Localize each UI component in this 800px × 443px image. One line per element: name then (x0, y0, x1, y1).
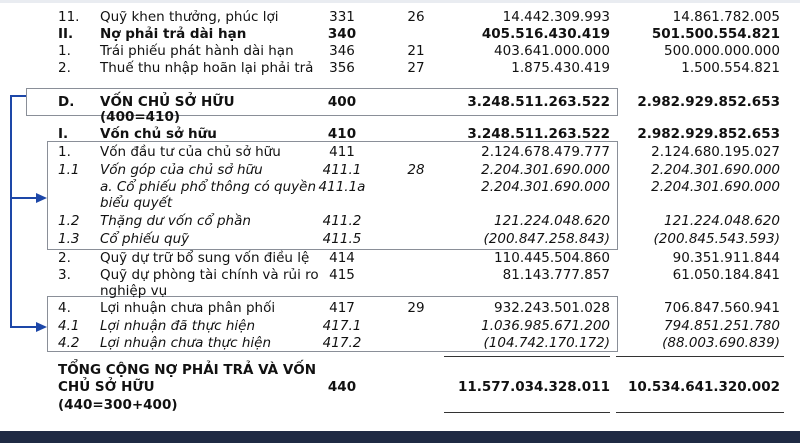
row-beginning-balance: 61.050.184.841 (672, 267, 780, 283)
row-note: 28 (407, 162, 425, 178)
row-description: VỐN CHỦ SỞ HỮU (100, 94, 235, 110)
row-code: 417.1 (322, 318, 362, 334)
row-code: 417 (329, 300, 355, 316)
row-beginning-balance: 14.861.782.005 (672, 9, 780, 25)
total-row (0, 378, 800, 396)
total-rule-top-ending (444, 356, 610, 357)
table-row (0, 161, 800, 179)
total-label-line2: CHỦ SỞ HỮU (58, 379, 155, 395)
total-label-line1: TỔNG CỘNG NỢ PHẢI TRẢ VÀ VỐN (58, 362, 317, 378)
row-beginning-balance: 2.204.301.690.000 (651, 162, 780, 178)
row-description: Cổ phiếu quỹ (100, 231, 190, 247)
row-ending-balance: 405.516.430.419 (481, 26, 610, 42)
row-beginning-balance: 2.982.929.852.653 (637, 94, 780, 110)
row-note: 26 (407, 9, 425, 25)
row-code: 414 (329, 250, 355, 266)
total-label-line3: (440=300+400) (58, 397, 178, 413)
row-ending-balance: 121.224.048.620 (494, 213, 610, 229)
row-number: 1. (58, 144, 71, 160)
row-ending-balance: 2.204.301.690.000 (481, 179, 610, 195)
row-note: 27 (407, 60, 425, 76)
row-code: 410 (327, 126, 357, 142)
row-description-continued: biểu quyết (100, 195, 173, 211)
row-ending-balance: 403.641.000.000 (494, 43, 610, 59)
row-number: I. (58, 126, 69, 142)
row-beginning-balance: 2.124.680.195.027 (651, 144, 780, 160)
row-description: Thặng dư vốn cổ phần (100, 213, 251, 229)
table-row (0, 25, 800, 43)
row-code: 411.1 (322, 162, 362, 178)
row-code: 340 (327, 26, 357, 42)
row-code: 411.2 (322, 213, 362, 229)
row-ending-balance: 110.445.504.860 (494, 250, 610, 266)
row-ending-balance: 81.143.777.857 (502, 267, 610, 283)
row-number: 4. (58, 300, 71, 316)
top-edge (0, 0, 800, 3)
row-code: 346 (329, 43, 355, 59)
total-rule-bottom-beginning (616, 412, 784, 413)
row-beginning-balance: 500.000.000.000 (664, 43, 780, 59)
table-row (0, 42, 800, 60)
row-code: 411.5 (322, 231, 362, 247)
row-number: 1.2 (58, 213, 80, 229)
row-description: Vốn đầu tư của chủ sở hữu (100, 144, 281, 160)
row-ending-balance: 2.124.678.479.777 (481, 144, 610, 160)
row-ending-balance: 2.204.301.690.000 (481, 162, 610, 178)
row-ending-balance: 932.243.501.028 (494, 300, 610, 316)
row-ending-balance: 3.248.511.263.522 (467, 94, 610, 110)
row-description-continued: (400=410) (100, 109, 181, 125)
row-ending-balance: 1.875.430.419 (511, 60, 610, 76)
row-code: 417.2 (322, 335, 362, 351)
table-row (0, 317, 800, 335)
total-rule-top-beginning (616, 356, 784, 357)
row-ending-balance: 1.036.985.671.200 (481, 318, 610, 334)
row-code: 400 (327, 94, 357, 110)
row-description: Lợi nhuận chưa thực hiện (100, 335, 271, 351)
total-code: 440 (327, 379, 357, 395)
row-code: 331 (329, 9, 355, 25)
row-beginning-balance: (88.003.690.839) (662, 335, 780, 351)
row-number: 4.1 (58, 318, 80, 334)
table-row (0, 143, 800, 161)
row-number: 4.2 (58, 335, 80, 351)
row-code: 411 (329, 144, 355, 160)
row-number: D. (58, 94, 75, 110)
total-beginning-balance: 10.534.641.320.002 (627, 379, 780, 395)
row-number: 2. (58, 60, 71, 76)
table-row (0, 249, 800, 267)
row-code: 356 (329, 60, 355, 76)
row-ending-balance: 3.248.511.263.522 (467, 126, 610, 142)
row-number: 11. (58, 9, 80, 25)
row-ending-balance: (200.847.258.843) (483, 231, 610, 247)
table-row (0, 125, 800, 143)
row-description: Nợ phải trả dài hạn (100, 26, 247, 42)
row-number: II. (58, 26, 74, 42)
row-description: Quỹ dự phòng tài chính và rủi ro (100, 267, 319, 283)
row-description-continued: nghiệp vụ (100, 283, 168, 299)
row-description: a. Cổ phiếu phổ thông có quyền (100, 179, 317, 195)
row-number: 2. (58, 250, 71, 266)
footer-bar (0, 431, 800, 443)
row-description: Lợi nhuận đã thực hiện (100, 318, 256, 334)
table-row (0, 299, 800, 317)
row-beginning-balance: (200.845.543.593) (653, 231, 780, 247)
row-description: Lợi nhuận chưa phân phối (100, 300, 276, 316)
row-description: Quỹ dự trữ bổ sung vốn điều lệ (100, 250, 310, 266)
total-ending-balance: 11.577.034.328.011 (457, 379, 610, 395)
row-beginning-balance: 2.982.929.852.653 (637, 126, 780, 142)
row-number: 1. (58, 43, 71, 59)
row-number: 1.1 (58, 162, 80, 178)
row-note: 29 (407, 300, 425, 316)
row-beginning-balance: 501.500.554.821 (651, 26, 780, 42)
row-ending-balance: 14.442.309.993 (502, 9, 610, 25)
row-number: 1.3 (58, 231, 80, 247)
row-description: Thuế thu nhập hoãn lại phải trả (100, 60, 314, 76)
row-ending-balance: (104.742.170.172) (483, 335, 610, 351)
table-row (0, 8, 800, 26)
row-beginning-balance: 794.851.251.780 (664, 318, 780, 334)
row-description: Trái phiếu phát hành dài hạn (100, 43, 294, 59)
row-beginning-balance: 121.224.048.620 (664, 213, 780, 229)
row-code: 415 (329, 267, 355, 283)
table-row (0, 230, 800, 248)
connector-middle (10, 197, 38, 199)
table-row (0, 59, 800, 77)
row-beginning-balance: 1.500.554.821 (681, 60, 780, 76)
row-beginning-balance: 706.847.560.941 (664, 300, 780, 316)
row-beginning-balance: 90.351.911.844 (672, 250, 780, 266)
row-description: Vốn góp của chủ sở hữu (100, 162, 263, 178)
table-row (0, 212, 800, 230)
row-note: 21 (407, 43, 425, 59)
row-description: Quỹ khen thưởng, phúc lợi (100, 9, 279, 25)
table-row (0, 334, 800, 352)
row-code: 411.1a (318, 179, 366, 195)
total-rule-bottom-ending (444, 412, 610, 413)
row-beginning-balance: 2.204.301.690.000 (651, 179, 780, 195)
row-number: 3. (58, 267, 71, 283)
row-description: Vốn chủ sở hữu (100, 126, 217, 142)
